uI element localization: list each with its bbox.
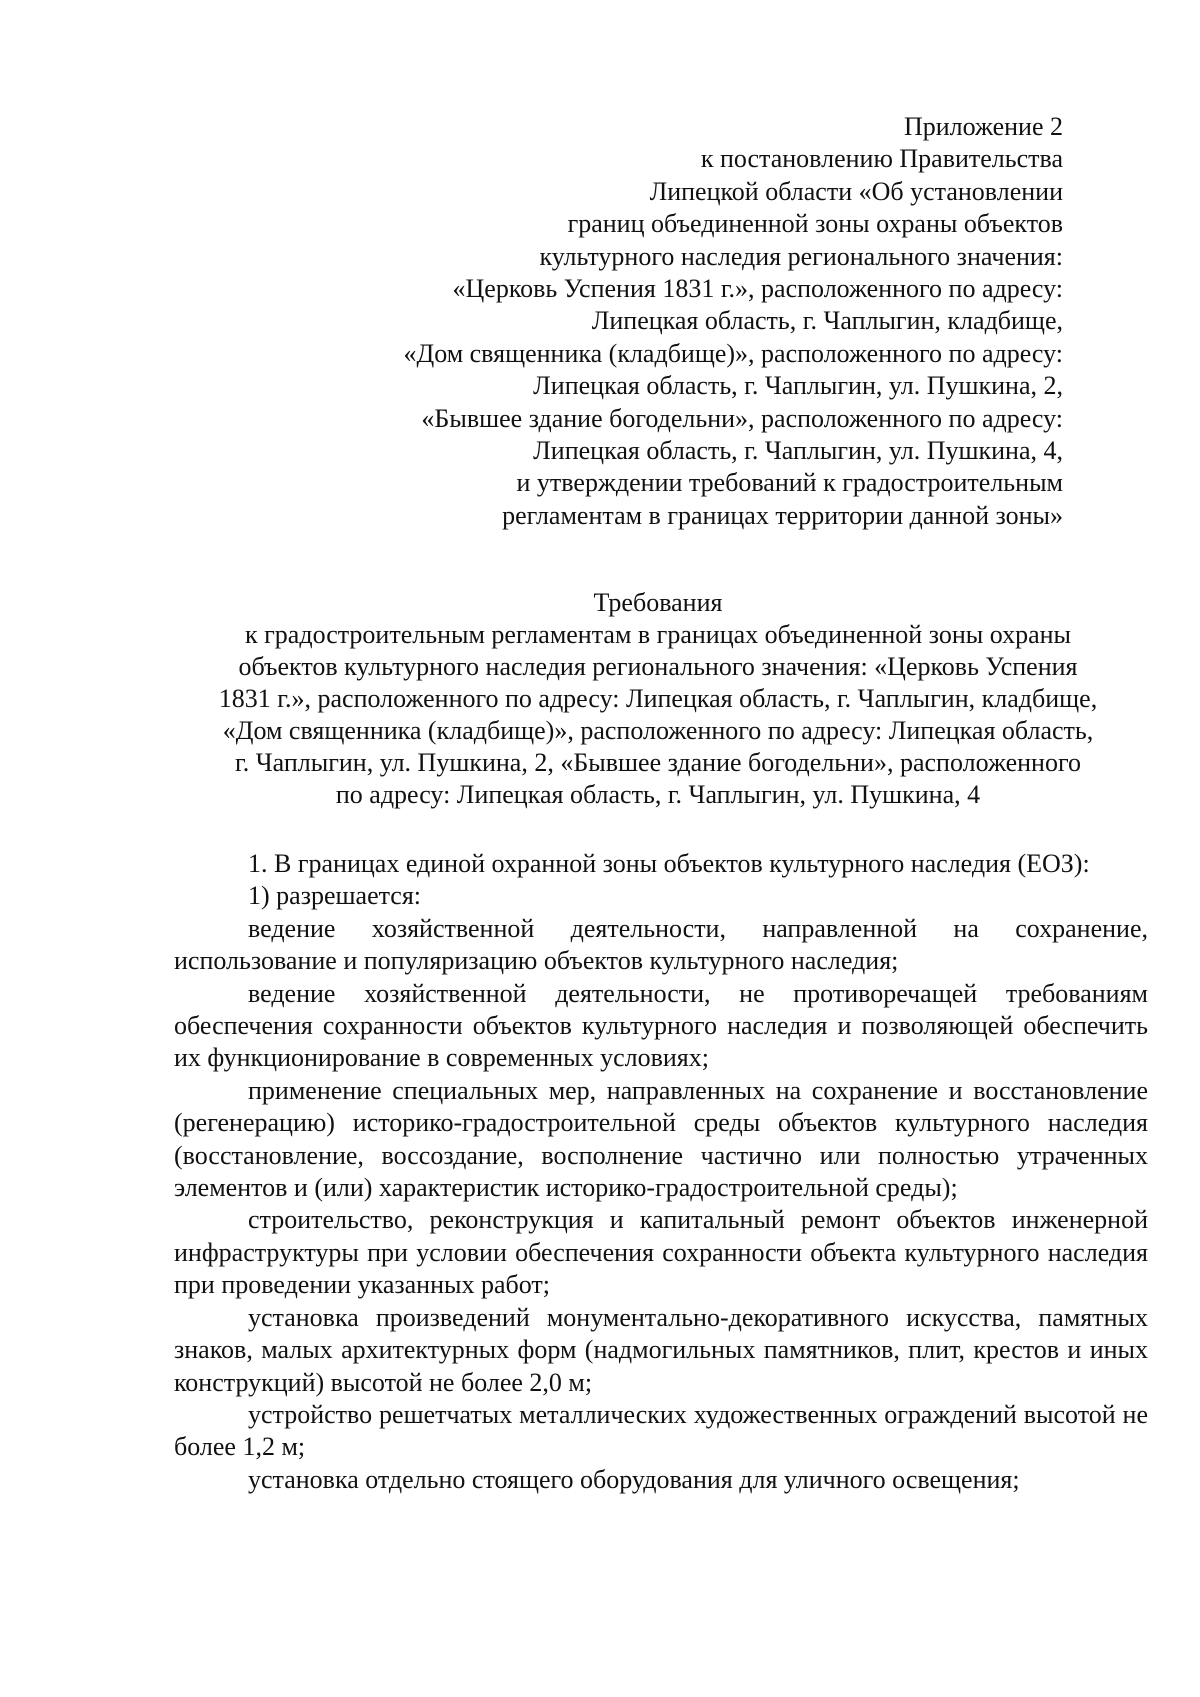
- appendix-line: и утверждении требований к градостроительным: [516, 468, 1063, 498]
- body-paragraph: ведение хозяйственной деятельности, не противоречащей требованиям обеспечения сохранности объектов культурного наследия и позволяющей обеспечить их функционирование в современных условиях;: [174, 978, 1148, 1073]
- document-body: [174, 848, 1148, 1496]
- appendix-line: регламентам в границах территории данной зоны»: [502, 500, 1063, 530]
- title-line: объектов культурного наследия регионального значения: «Церковь Успения: [238, 652, 1078, 681]
- appendix-line: Липецкая область, г. Чаплыгин, ул. Пушкина, 4,: [533, 436, 1063, 466]
- appendix-line: «Бывшее здание богодельни», расположенного по адресу:: [421, 403, 1063, 433]
- title-line: «Дом священника (кладбище)», расположенного по адресу: Липецкая область,: [222, 716, 1094, 745]
- body-paragraph: строительство, реконструкция и капитальный ремонт объектов инженерной инфраструктуры при условии обеспечения сохранности объекта культурного наследия при проведении указанных работ;: [174, 1205, 1148, 1300]
- title-line: г. Чаплыгин, ул. Пушкина, 2, «Бывшее здание богодельни», расположенного: [235, 748, 1081, 777]
- appendix-header: [303, 111, 1063, 532]
- body-paragraph: 1. В границах единой охранной зоны объектов культурного наследия (ЕОЗ):: [248, 849, 1090, 878]
- appendix-line: Приложение 2: [903, 112, 1063, 141]
- appendix-line: Липецкой области «Об установлении: [649, 176, 1063, 206]
- title-line: по адресу: Липецкая область, г. Чаплыгин, ул. Пушкина, 4: [335, 780, 981, 809]
- title-line: 1831 г.», расположенного по адресу: Липецкая область, г. Чаплыгин, кладбище,: [218, 684, 1098, 713]
- body-paragraph: устройство решетчатых металлических художественных ограждений высотой не более 1,2 м;: [174, 1399, 1148, 1462]
- appendix-line: «Дом священника (кладбище)», расположенного по адресу:: [403, 338, 1063, 368]
- appendix-line: к постановлению Правительства: [700, 144, 1063, 174]
- title-line: к градостроительным регламентам в границах объединенной зоны охраны: [245, 620, 1071, 649]
- appendix-line: «Церковь Успения 1831 г.», расположенного по адресу:: [452, 274, 1063, 304]
- body-paragraph: ведение хозяйственной деятельности, направленной на сохранение, использование и популяризацию объектов культурного наследия;: [174, 913, 1148, 976]
- appendix-line: культурного наследия регионального значения:: [539, 241, 1063, 271]
- body-paragraph: 1) разрешается:: [248, 881, 422, 911]
- body-paragraph: установка произведений монументально-декоративного искусства, памятных знаков, малых архитектурных форм (надмогильных памятников, плит, крестов и иных конструкций) высотой не более 2,0 м;: [174, 1302, 1148, 1397]
- body-paragraph: применение специальных мер, направленных на сохранение и восстановление (регенерацию) историко-градостроительной среды объектов культурного наследия (восстановление, воссоздание, восполнение частично или полностью утраченных элементов и (или) характеристик историко-градостроительной среды);: [174, 1075, 1148, 1203]
- document-title: [168, 587, 1148, 811]
- title-heading: Требования: [593, 588, 723, 617]
- appendix-line: Липецкая область, г. Чаплыгин, кладбище,: [591, 306, 1063, 336]
- body-paragraph: установка отдельно стоящего оборудования для уличного освещения;: [248, 1464, 1020, 1494]
- appendix-line: Липецкая область, г. Чаплыгин, ул. Пушкина, 2,: [533, 371, 1063, 401]
- appendix-line: границ объединенной зоны охраны объектов: [567, 209, 1063, 239]
